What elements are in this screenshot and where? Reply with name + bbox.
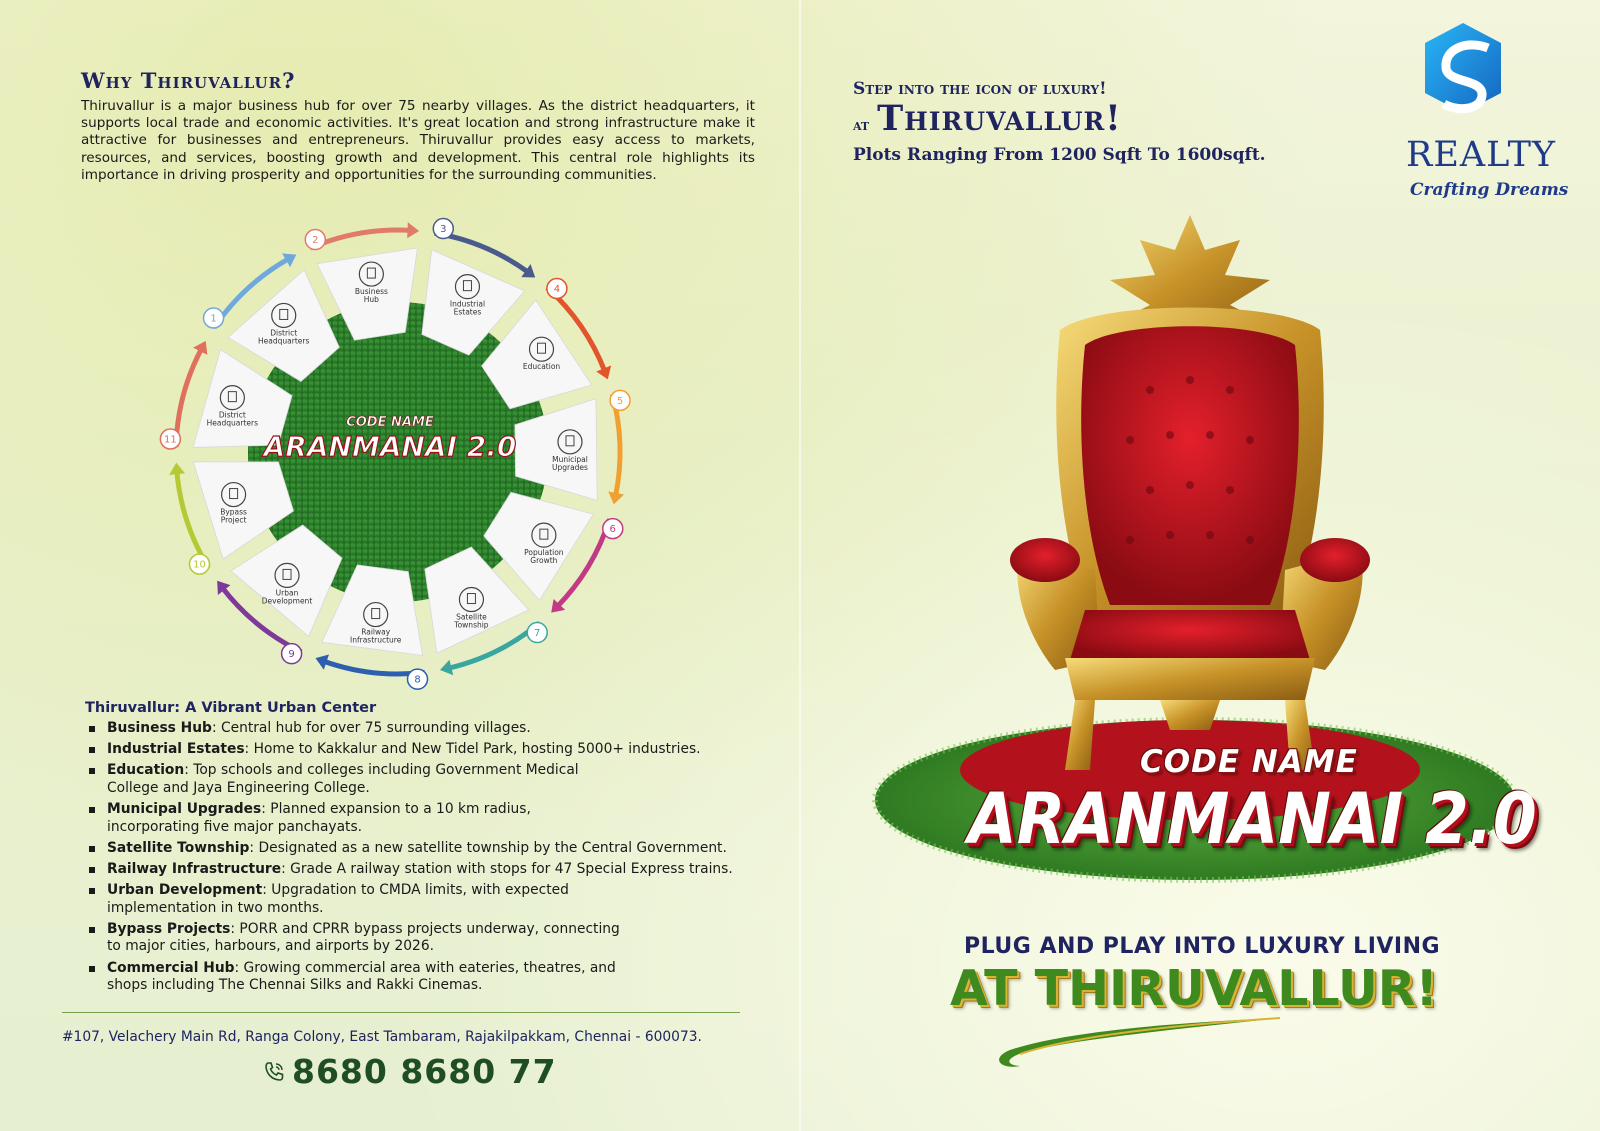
features-list bbox=[86, 720, 786, 998]
feature-title: Municipal Upgrades bbox=[107, 801, 262, 818]
page-fold bbox=[799, 0, 801, 1131]
wheel-card-label: Bypass bbox=[220, 507, 247, 517]
wheel-card-label: Township bbox=[454, 620, 489, 630]
wheel-project-name: ARANMANAI 2.0 bbox=[263, 430, 517, 463]
wheel-code-name: CODE NAME bbox=[346, 415, 434, 430]
wheel-card-label: Municipal bbox=[552, 454, 588, 464]
code-name-label: CODE NAME bbox=[1140, 744, 1358, 780]
feature-description: : Grade A railway station with stops for 47 Special Express trains. bbox=[281, 860, 733, 877]
wheel-card-label: Headquarters bbox=[206, 418, 259, 428]
feature-item bbox=[86, 801, 627, 836]
wheel-number: 6 bbox=[609, 524, 616, 536]
feature-item bbox=[86, 741, 786, 759]
at-word: at bbox=[853, 115, 870, 134]
logo-text: REALTY bbox=[1406, 135, 1557, 175]
at-thiruvallur-line: AT THIRUVALLUR! bbox=[950, 960, 1438, 1017]
wheel-card-label: Industrial bbox=[449, 299, 486, 309]
feature-title: Education bbox=[107, 762, 185, 779]
phone-text: 8680 8680 77 bbox=[292, 1052, 557, 1091]
wheel-card-label: Infrastructure bbox=[350, 635, 402, 645]
wheel-card-label: Education bbox=[522, 362, 561, 372]
wheel-card-label: Population bbox=[524, 548, 564, 558]
wheel-arrow-head bbox=[608, 491, 624, 504]
feature-item bbox=[86, 762, 627, 797]
wheel-card-label: Development bbox=[261, 596, 313, 606]
wheel-number: 4 bbox=[553, 283, 561, 295]
feature-title: Industrial Estates bbox=[107, 741, 245, 758]
wheel-card-label: Railway bbox=[361, 627, 391, 637]
decorative-swoosh bbox=[990, 1010, 1290, 1075]
project-name: ARANMANAI 2.0 bbox=[968, 778, 1537, 860]
vibrant-title: Thiruvallur: A Vibrant Urban Center bbox=[85, 700, 377, 716]
wheel-number: 11 bbox=[164, 434, 177, 446]
feature-title: Commercial Hub bbox=[107, 959, 235, 976]
wheel-card-label: Growth bbox=[530, 556, 558, 566]
wheel-card-label: Upgrades bbox=[551, 462, 588, 472]
wheel-number: 2 bbox=[312, 235, 319, 247]
feature-description: : Central hub for over 75 surrounding villages. bbox=[211, 720, 531, 736]
wheel-arrow-head bbox=[407, 222, 419, 238]
wheel-card-label: Hub bbox=[363, 295, 379, 305]
wheel-number: 7 bbox=[534, 628, 541, 640]
divider bbox=[62, 1012, 740, 1013]
wheel-card-label: District bbox=[218, 410, 246, 420]
wheel-arrow-head bbox=[440, 660, 453, 676]
feature-item bbox=[86, 840, 786, 858]
feature-item bbox=[86, 882, 627, 917]
feature-title: Urban Development bbox=[107, 882, 263, 899]
plug-line: PLUG AND PLAY INTO LUXURY LIVING bbox=[964, 934, 1441, 959]
wheel-number: 9 bbox=[288, 649, 295, 661]
features-wheel bbox=[158, 212, 638, 692]
wheel-ring-arc bbox=[323, 661, 425, 674]
wheel-card-label: Satellite bbox=[456, 612, 487, 622]
step-line: Step into the icon of luxury! bbox=[853, 79, 1107, 99]
phone-number[interactable] bbox=[262, 1052, 557, 1091]
wheel-arrow-head bbox=[169, 463, 185, 475]
feature-title: Business Hub bbox=[107, 720, 212, 736]
why-paragraph: Thiruvallur is a major business hub for over 75 nearby villages. As the district headquarters, it supports local trade and economic activities. It's great location and strong infrastructure make it attractive for businesses and entrepreneurs. Thiruvallur provides easy access to markets, resources, and services, boosting growth and development. This central role highlights its importance in driving prosperity and opportunities for the surrounding communities. bbox=[81, 98, 755, 183]
feature-description: : Planned expansion to a 10 km radius, incorporating five major panchayats. bbox=[107, 801, 531, 835]
wheel-number: 5 bbox=[616, 395, 624, 407]
wheel-card-label: Business bbox=[354, 287, 388, 297]
feature-description: : Designated as a new satellite township by the Central Government. bbox=[249, 839, 727, 856]
feature-item bbox=[86, 960, 627, 995]
wheel-card-label: District bbox=[270, 328, 298, 338]
feature-title: Railway Infrastructure bbox=[107, 860, 282, 877]
feature-item bbox=[86, 720, 786, 738]
feature-title: Bypass Projects bbox=[107, 920, 231, 937]
feature-title: Satellite Township bbox=[107, 839, 250, 856]
feature-item bbox=[86, 861, 786, 879]
wheel-number: 3 bbox=[440, 224, 447, 236]
wheel-number: 1 bbox=[210, 313, 217, 325]
wheel-card-label: Estates bbox=[453, 307, 482, 317]
wheel-card-label: Urban bbox=[275, 588, 299, 598]
wheel-card-label: Headquarters bbox=[258, 336, 310, 346]
phone-icon bbox=[262, 1060, 286, 1084]
city-name: Thiruvallur! bbox=[877, 98, 1122, 139]
why-title: Why Thiruvallur? bbox=[81, 68, 296, 93]
feature-description: : PORR and CPRR bypass projects underway, connecting to major cities, harbours, and airports by 2026. bbox=[107, 920, 620, 955]
wheel-number: 8 bbox=[414, 674, 421, 686]
at-city-heading bbox=[853, 98, 1122, 139]
feature-description: : Growing commercial area with eateries, theatres, and shops including The Chennai Silks and Rakki Cinemas. bbox=[107, 959, 616, 993]
feature-description: : Upgradation to CMDA limits, with expected implementation in two months. bbox=[107, 882, 569, 916]
logo-tagline: Crafting Dreams bbox=[1410, 180, 1569, 200]
feature-description: : Top schools and colleges including Government Medical College and Jaya Engineering College. bbox=[107, 762, 579, 796]
wheel-number: 10 bbox=[193, 559, 206, 571]
address: #107, Velachery Main Rd, Ranga Colony, East Tambaram, Rajakilpakkam, Chennai - 600073. bbox=[62, 1029, 702, 1045]
wheel-card-label: Project bbox=[220, 515, 247, 525]
feature-description: : Home to Kakkalur and New Tidel Park, hosting 5000+ industries. bbox=[244, 741, 701, 758]
feature-item bbox=[86, 921, 627, 956]
plots-line: Plots Ranging From 1200 Sqft To 1600sqft. bbox=[853, 145, 1266, 165]
